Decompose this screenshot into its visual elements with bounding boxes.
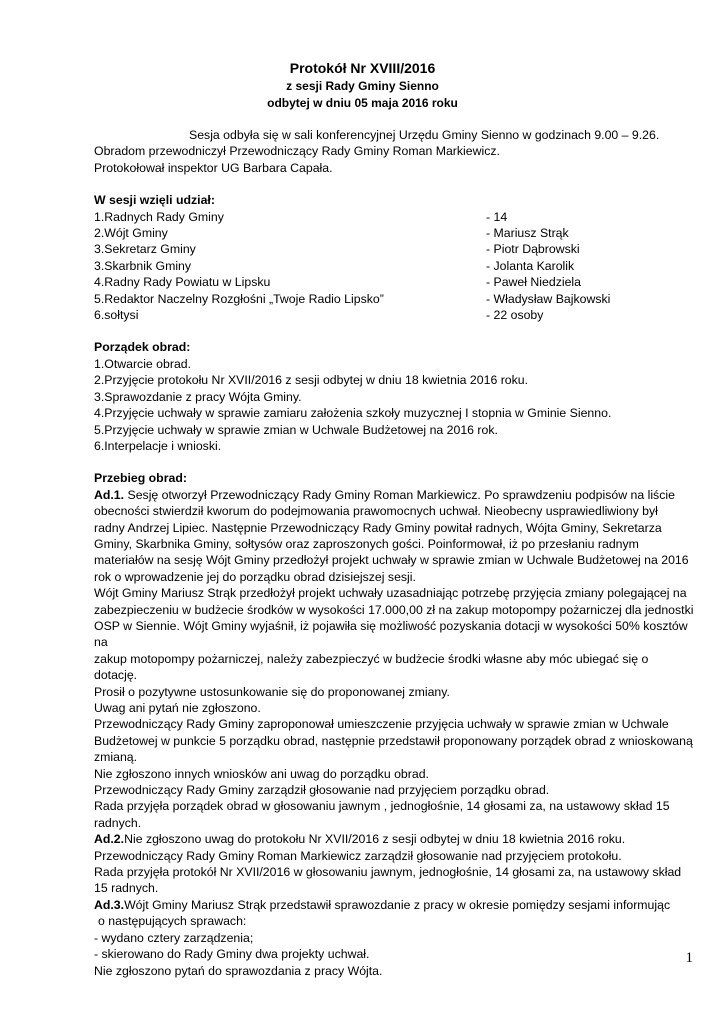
ad1-line: Ad.1. Sesję otworzył Przewodniczący Rady Gminy Roman Markiewicz. Po sprawdzeniu podpisów na liście bbox=[94, 487, 675, 502]
attendance-row: 1.Radnych Rady Gminy - 14 bbox=[94, 209, 508, 224]
document-body bbox=[94, 127, 694, 979]
ad2-line: Przewodniczący Rady Gminy Roman Markiewicz zarządził głosowanie nad przyjęciem protokołu. bbox=[94, 848, 622, 863]
ad1-line: OSP w Siennie. Wójt Gminy wyjaśnił, iż pojawiła się możliwość pozyskania dotacji w wysokości 50% kosztów na bbox=[94, 618, 688, 650]
attendance-row: 2.Wójt Gminy - Mariusz Strąk bbox=[94, 226, 569, 241]
attendance-list bbox=[94, 209, 694, 324]
ad1-line: Prosił o pozytywne ustosunkowanie się do proponowanej zmiany. bbox=[94, 684, 450, 699]
attendance-row: 4.Radny Rady Powiatu w Lipsku - Paweł Niedziela bbox=[94, 275, 582, 290]
ad2-line: Rada przyjęła protokół Nr XVII/2016 w głosowaniu jawnym, jednogłośnie, 14 głosami za, na ustawowy skład bbox=[94, 865, 682, 880]
intro-line-1: Sesja odbyła się w sali konferencyjnej Urzędu Gminy Sienno w godzinach 9.00 – 9.26. bbox=[189, 128, 660, 142]
document-title: Protokół Nr XVIII/2016 bbox=[289, 60, 436, 76]
agenda-item: 1.Otwarcie obrad. bbox=[94, 356, 192, 371]
document-subtitle-session: z sesji Rady Gminy Sienno bbox=[286, 79, 439, 93]
document-subtitle-date: odbytej w dniu 05 maja 2016 roku bbox=[267, 96, 458, 110]
agenda-item: 2.Przyjęcie protokołu Nr XVII/2016 z sesji odbytej w dniu 18 kwietnia 2016 roku. bbox=[94, 373, 529, 388]
ad1-line: Uwag ani pytań nie zgłoszono. bbox=[94, 701, 261, 715]
intro-line-2: Obradom przewodniczył Przewodniczący Rady Gminy Roman Markiewicz. bbox=[94, 144, 500, 159]
section-ad1 bbox=[94, 487, 694, 832]
agenda-item: 3.Sprawozdanie z pracy Wójta Gminy. bbox=[94, 389, 302, 404]
section-ad2 bbox=[94, 831, 694, 897]
agenda-item: 5.Przyjęcie uchwały w sprawie zmian w Uchwale Budżetowej na 2016 rok. bbox=[94, 422, 498, 437]
ad1-line: zmianą. bbox=[94, 750, 138, 765]
ad1-label: Ad.1. bbox=[94, 487, 125, 502]
ad1-line: Przewodniczący Rady Gminy zaproponował umieszczenie przyjęcia uchwały w sprawie zmian w Uchwale bbox=[94, 717, 669, 732]
ad2-line: 15 radnych. bbox=[94, 881, 159, 896]
ad1-line: radny Andrzej Lipiec. Następnie Przewodniczący Rady Gminy powitał radnych, Wójta Gminy, Sekretarza bbox=[94, 520, 662, 535]
ad1-line: Nie zgłoszono innych wniosków ani uwag do porządku obrad. bbox=[94, 766, 429, 781]
attendance-row: 6.sołtysi - 22 osoby bbox=[94, 308, 544, 323]
ad1-line: zakup motopompy pożarniczej, należy zabezpieczyć w budżecie środki własne aby móc ubiegać się o dotację. bbox=[94, 651, 649, 683]
ad1-line: obecności stwierdził kworum do podejmowania prawomocnych uchwał. Nieobecny usprawiedliwiony był bbox=[94, 504, 658, 519]
attendance-row: 3.Skarbnik Gminy - Jolanta Karolik bbox=[94, 258, 575, 273]
ad1-line: rok o wprowadzenie jej do porządku obrad dzisiejszej sesji. bbox=[94, 569, 416, 584]
ad1-line: Rada przyjęła porządek obrad w głosowaniu jawnym , jednogłośnie, 14 głosami za, na ustawowy skład 15 bbox=[94, 799, 670, 814]
ad1-line: Wójt Gminy Mariusz Strąk przedłożył projekt uchwały uzasadniając potrzebę przyjęcia zmiany polegającej na bbox=[94, 586, 687, 601]
ad2-line: Ad.2.Nie zgłoszono uwag do protokołu Nr XVII/2016 z sesji odbytej w dniu 18 kwietnia 2016 roku. bbox=[94, 832, 626, 847]
ad1-line: zabezpieczeniu w budżecie środków w wysokości 17.000,00 zł na zakup motopompy pożarniczej dla jednostki bbox=[94, 602, 694, 617]
ad3-line: - skierowano do Rady Gminy dwa projekty uchwał. bbox=[94, 947, 370, 962]
attendance-heading: W sesji wzięli udział: bbox=[94, 193, 215, 208]
attendance-row: 5.Redaktor Naczelny Rozgłośni „Twoje Radio Lipsko” - Władysław Bajkowski bbox=[94, 291, 611, 306]
ad1-line: materiałów na sesję Wójt Gminy przedłożył projekt uchwały w sprawie zmian w Uchwale Budżetowej na 2016 bbox=[94, 553, 689, 568]
section-ad3 bbox=[94, 897, 694, 979]
ad1-line: Budżetowej w punkcie 5 porządku obrad, następnie przedstawił proponowany porządek obrad z wnioskowaną bbox=[94, 733, 693, 748]
document-header bbox=[0, 59, 725, 112]
ad1-line: Przewodniczący Rady Gminy zarządził głosowanie nad przyjęciem porządku obrad. bbox=[94, 783, 550, 798]
ad1-line: Gminy, Skarbnika Gminy, sołtysów oraz zaproszonych gości. Poinformował, iż po przesłaniu radnym bbox=[94, 536, 639, 551]
agenda-item: 4.Przyjęcie uchwały w sprawie zamiaru założenia szkoły muzycznej I stopnia w Gminie Sienno. bbox=[94, 406, 612, 421]
agenda-item: 6.Interpelacje i wnioski. bbox=[94, 438, 222, 453]
ad3-line: Nie zgłoszono pytań do sprawozdania z pracy Wójta. bbox=[94, 963, 383, 978]
agenda-heading: Porządek obrad: bbox=[94, 340, 191, 355]
intro-line-3: Protokołował inspektor UG Barbara Capała. bbox=[94, 160, 333, 175]
page-number: 1 bbox=[685, 950, 693, 966]
ad3-label: Ad.3. bbox=[94, 897, 125, 912]
proceedings-heading: Przebieg obrad: bbox=[94, 471, 187, 486]
ad3-line: Ad.3.Wójt Gminy Mariusz Strąk przedstawił sprawozdanie z pracy w okresie pomiędzy sesjami informując bbox=[94, 897, 671, 912]
agenda-list bbox=[94, 356, 694, 454]
ad1-line: radnych. bbox=[94, 815, 142, 830]
ad3-line: o następujących sprawach: bbox=[98, 914, 247, 929]
ad3-line: - wydano cztery zarządzenia; bbox=[94, 930, 254, 945]
attendance-row: 3.Sekretarz Gminy - Piotr Dąbrowski bbox=[94, 242, 580, 257]
ad2-label: Ad.2. bbox=[94, 832, 125, 847]
